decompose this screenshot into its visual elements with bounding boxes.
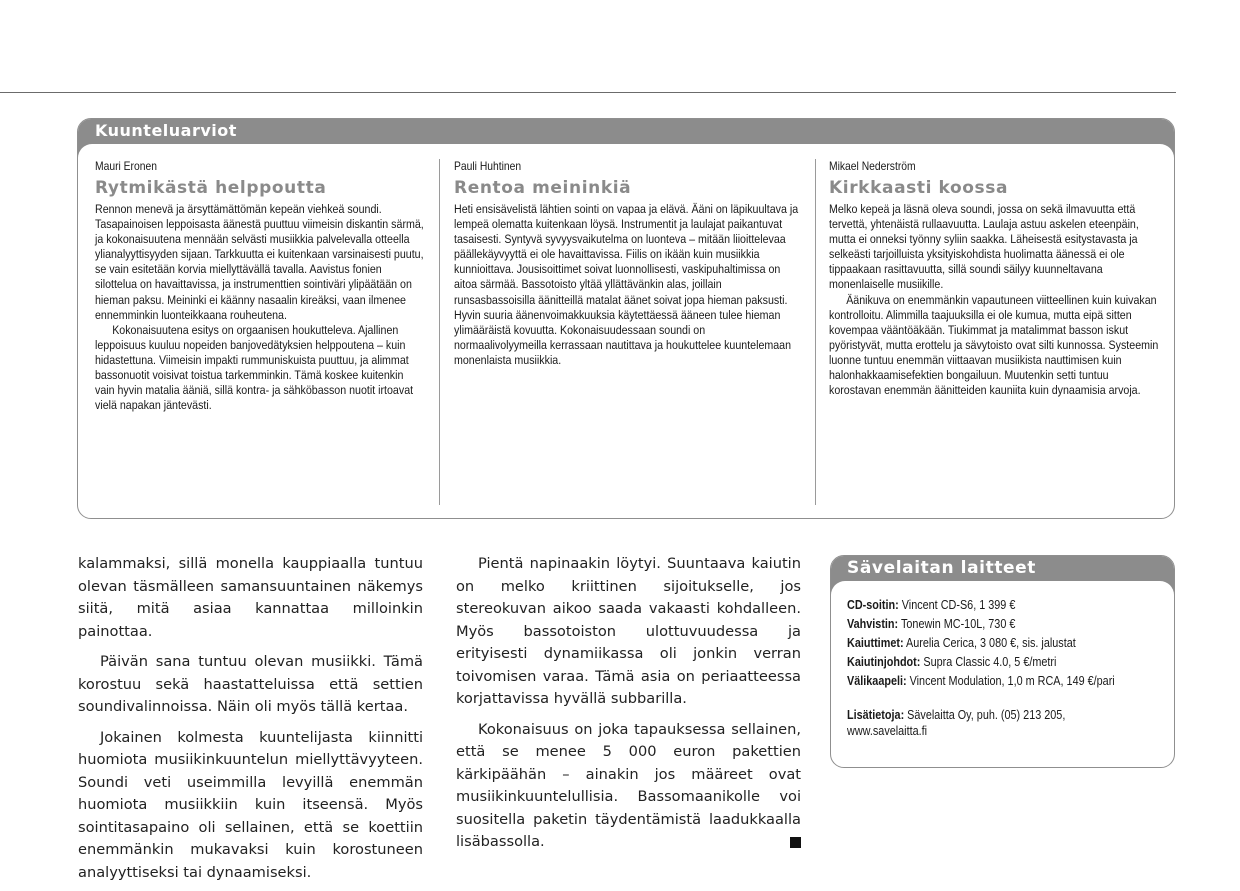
- column-divider: [815, 159, 816, 505]
- top-rule: [0, 92, 1176, 93]
- review-body: [95, 202, 424, 413]
- reviews-title: Kuunteluarviot: [95, 121, 237, 140]
- spec-row: [847, 653, 1157, 672]
- spec-value: Vincent CD-S6, 1 399 €: [898, 598, 1016, 612]
- article-column-2: [456, 553, 801, 854]
- review-column-2: [454, 159, 800, 368]
- spec-row: [847, 672, 1157, 691]
- review-column-1: [95, 159, 425, 413]
- spec-value: Aurelia Cerica, 3 080 €, sis. jalustat: [903, 636, 1076, 650]
- review-body: [454, 202, 799, 368]
- equipment-box: [830, 555, 1175, 768]
- spec-value: Vincent Modulation, 1,0 m RCA, 149 €/pari: [906, 674, 1115, 688]
- spec-row: [847, 634, 1157, 653]
- article-paragraph: Päivän sana tuntuu olevan musiikki. Tämä korostuu sekä haastatteluissa että settien soundivalinnoissa. Näin oli myös tällä kertaa.: [78, 653, 423, 715]
- spec-label: Kaiuttimet:: [847, 636, 904, 650]
- info-text: Sävelaitta Oy, puh. (05) 213 205,: [904, 708, 1066, 722]
- review-paragraph: Melko kepeä ja läsnä oleva soundi, jossa on sekä ilmavuutta että tervettä, yhtenäistä rullaavuutta. Laulaja astuu askelen eteenpäin, mutta ei onneksi työnny syliin saakka. Läheisestä esitystavasta ja selkeästi tarjoilluista yksityiskohdista huolimatta äänessä ei ole tippaakaan rasittavuutta, sillä soundi säilyy kuunneltavana monenlaiselle musiikille.: [829, 202, 1139, 292]
- review-heading: Kirkkaasti koossa: [829, 178, 1009, 198]
- spec-row: [847, 615, 1157, 634]
- article-paragraph: [456, 719, 801, 854]
- spec-label: Vahvistin:: [847, 617, 899, 631]
- equipment-header-curve: [831, 581, 1174, 595]
- article-paragraph: kalammaksi, sillä monella kauppiaalla tuntuu olevan täsmälleen samansuuntainen näkemys siitä, mitä asiaa kannattaa milloinkin painottaa.: [78, 555, 423, 640]
- review-paragraph: Äänikuva on enemmänkin vapautuneen viitteellinen kuin kuivakan kontrolloitu. Alimmilla taajuuksilla ei ole kumua, mutta eipä sitten kovempaa vääntöäkään. Tiukimmat ja matalimmat basson iskut pyöristyvät, mutta erottelu ja sävytoisto ovat silti kunnossa. Systeemin luonne tuntuu enemmän viittaavan musiikista nauttimisen kuin halonhakkaamisefektien bongailuun. Muutenkin setti tuntuu korostavan enemmän äänitteiden kauniita kuin dynaamisia arvoja.: [829, 292, 1159, 398]
- review-author: Mauri Eronen: [95, 159, 157, 173]
- review-body: [829, 202, 1162, 398]
- spec-label: CD-soitin:: [847, 598, 899, 612]
- article-paragraph: Jokainen kolmesta kuuntelijasta kiinnitti huomiota musiikinkuuntelun miellyttävyyteen. Soundi veti useimmilla levyillä enemmän huomiota musiikkiin kuin itseensä. Myös sointitasapaino oli sellainen, että se koettiin enemmänkin mukavaksi kuin korostuneen analyyttiseksi tai dynaamiseksi.: [78, 728, 423, 881]
- article-column-1: [78, 553, 423, 884]
- review-paragraph: Kokonaisuutena esitys on orgaanisen houkutteleva. Ajallinen leppoisuus kuuluu nopeiden banjovedätyksien helppoutena – kuin hidastettuna. Viimeisin impakti rummuniskuista puuttuu, ja alimmat bassonuotit voisivat toistua tarkemminkin. Tämä koskee kuitenkin vain hyvin matalia ääniä, sillä kontra- ja sähköbasson nuotit irtoavat vielä napakan jäntevästi.: [95, 322, 414, 413]
- review-heading: Rytmikästä helppoutta: [95, 178, 327, 198]
- column-divider: [439, 159, 440, 505]
- review-heading: Rentoa meininkiä: [454, 178, 632, 198]
- review-paragraph: Rennon menevä ja ärsyttämättömän kepeän viehkeä soundi. Tasapainoisen leppoisasta äänestä puuttuu viimeisin diskantin särmä, ja kokonaisuutena mennään selvästi musiikkia palvelevalla otteella ylianalyyttisyyden sijaan. Tarkkuutta ei kuitenkaan varsinaisesti puutu, se vain esitetään korvia miellyttävällä tavalla. Aavistus fonien silottelua on havaittavissa, ja instrumenttien sointiväri ylipäätään on hieman paksu. Meininki ei käänny nasaalin kireäksi, vaan ilmenee ennemminkin luonteikkaana rouheutena.: [95, 202, 424, 322]
- article-paragraph-text: Kokonaisuus on joka tapauksessa sellainen, että se menee 5 000 euron pakettien kärkipäähän – ainakin jos määreet ovat musiikinkuuntelullisia. Bassomaanikolle voi suositella paketin täydentämistä laadukkaalla lisäbassolla.: [456, 720, 801, 850]
- review-author: Mikael Nederström: [829, 159, 916, 173]
- reviews-header-curve: [78, 144, 1174, 158]
- review-author: Pauli Huhtinen: [454, 159, 522, 173]
- spec-row: [847, 596, 1157, 615]
- end-of-article-mark: [790, 837, 801, 848]
- reviews-box: [77, 118, 1175, 519]
- info-website: www.savelaitta.fi: [847, 724, 928, 738]
- reviews-header: [78, 119, 1174, 144]
- info-label: Lisätietoja:: [847, 708, 905, 722]
- equipment-specs: [847, 596, 1157, 739]
- article-paragraph: Pientä napinaakin löytyi. Suuntaava kaiutin on melko kriittinen sijoitukselle, jos stereokuvan aikoo saada vakaasti kohdalleen. Myös bassotoiston ulottuvuudessa ja erityisesti dynamiikassa oli jonkin verran toivomisen varaa. Tämä asia on periaatteessa korjattavissa hyvällä subbarilla.: [456, 555, 801, 707]
- spec-label: Välikaapeli:: [847, 674, 907, 688]
- spec-value: Tonewin MC-10L, 730 €: [898, 617, 1016, 631]
- review-paragraph: Heti ensisävelistä lähtien sointi on vapaa ja elävä. Ääni on läpikuultava ja lempeä olematta kuitenkaan löysä. Instrumentit ja laulajat paikantuvat tasaisesti. Syntyvä syvyysvaikutelma on luonteva – mitään liioittelevaa päällekäyvyyttä ei ole havaittavissa. Fiilis on ikään kuin musiikkia kunnioittava. Jousisoittimet soivat luonnollisesti, vaskipuhaltimissa on aitoa särmää. Bassotoisto yltää yllättävänkin alas, joillain runsasbassoisilla äänitteillä matalat äänet soivat jopa hieman paksusti. Hyvin suuria äänenvoimakkuuksia käytettäessä ääneen tulee hieman ylimääräistä kovuutta. Kokonaisuudessaan soundi on normaalivolyymeilla kerrassaan nautittava ja houkuttelee kuuntelemaan monenlaista musiikkia.: [454, 202, 799, 367]
- spec-label: Kaiutinjohdot:: [847, 655, 921, 669]
- equipment-header: [831, 556, 1174, 581]
- review-column-3: [829, 159, 1163, 398]
- info-block: [847, 707, 1157, 739]
- spec-value: Supra Classic 4.0, 5 €/metri: [920, 655, 1057, 669]
- equipment-title: Sävelaitan laitteet: [847, 558, 1037, 578]
